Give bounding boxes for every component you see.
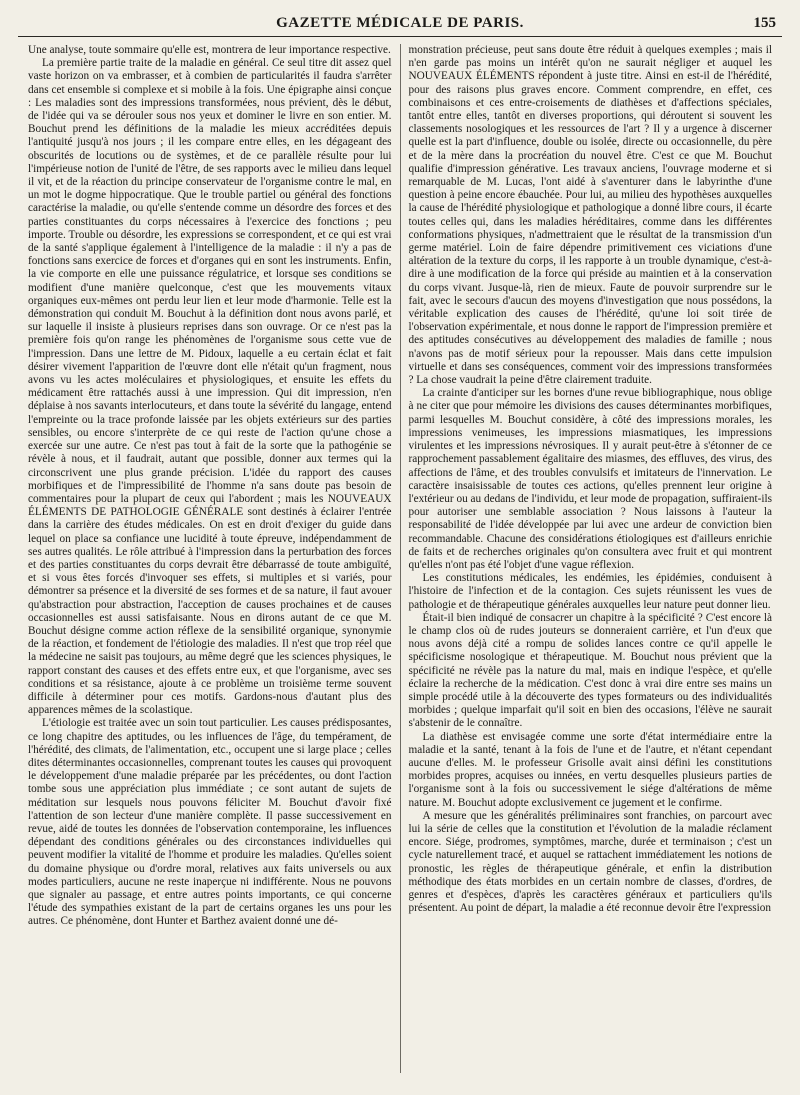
paragraph: La crainte d'anticiper sur les bornes d'une revue bibliographique, nous oblige à ne citer que pour mémoire les divisions des causes déterminantes morbifiques, parmi lesquelles M. Bouchut considère, à côté des impressions morales, les impressions venimeuses, les impressions miasmatiques, les impressions virulentes et les impressions névrosiques. Il y aurait peut-être à s'étonner de ce rapprochement passablement égalitaire des miasmes, des effluves, des virus, des affections de l'âme, et des troubles convulsifs et imitateurs de l'innervation. Le caractère insaisissable de toutes ces actions, qu'elles prennent leur origine à l'extérieur ou au dedans de l'individu, et leur mode de propagation, suffiraient-ils pour autoriser une semblable association ? Nous laissons à l'auteur la responsabilité de l'idée développée par lui avec une ardeur de conviction bien recommandable. Chacune des considérations étiologiques est d'ailleurs enrichie de faits et de recherches originales qu'on consultera avec fruit et qui montrent qu'elles n'ont pas été l'objet d'une vague réflexion.	[408, 387, 772, 571]
paragraph: L'étiologie est traitée avec un soin tout particulier. Les causes prédisposantes, ce long chapitre des aptitudes, ou les influences de l'âge, du tempérament, de l'hérédité, des climats, de l'alimentation, etc., occupent une si large place ; celles dites déterminantes occasionnelles, comprenant toutes les causes qui provoquent le développement d'une maladie préparée par les précédentes, ou dont l'action tombe sous une appréciation plus immédiate ; ce sont autant de sujets de méditation sur lesquels nous pouvons féliciter M. Bouchut d'avoir fixé l'attention de son lecteur d'une manière complète. Il passe successivement en revue, aidé de toutes les données de l'observation contemporaine, les influences dépendant des conditions générales ou des circonstances individuelles qui peuvent modifier la vitalité de l'homme et produire les maladies. Qu'elles soient du domaine physique ou d'ordre moral, relatives aux faits universels ou aux modes particuliers, aucune ne reste inaperçue ni indifférente. Nous ne pouvons que signaler au passage, et entre autres points importants, ce qui concerne l'étude des sympathies existant de la part de certains organes les uns pour les autres. Ce phénomène, dont Hunter et Barthez avaient donné une dé-	[28, 717, 392, 928]
page-number: 155	[753, 15, 776, 31]
page-header	[18, 14, 782, 37]
paragraph: La diathèse est envisagée comme une sorte d'état intermédiaire entre la maladie et la santé, tenant à la fois de l'une et de l'autre, et n'étant cependant aucune d'elles. M. le professeur Grisolle avait ainsi défini les constitutions morbides propres, acquises ou innées, en vertu desquelles plusieurs parties de l'organisme sont à la fois ou successivement le siége d'altérations de même nature. M. Bouchut adopte exclusivement ce jugement et le confirme.	[408, 730, 772, 809]
paragraph: Était-il bien indiqué de consacrer un chapitre à la spécificité ? C'est encore là le champ clos où de rudes jouteurs se donneraient carrière, et l'un d'eux que nous avons déjà cité a rompu de solides lances contre ce qu'il appelle le spécificisme nosologique et thérapeutique. M. Bouchut nous prévient que la spécificité ne révèle pas la nature du mal, mais en indique l'espèce, et qu'elle éclaire la recherche de la médication. C'est donc à vrai dire entre ses mains un simple procédé utile à la découverte des types formateurs ou des individualités morbides ; quelque imparfait qu'il soit en bien des occasions, l'élève ne saurait s'abstenir de le connaître.	[408, 611, 772, 730]
paragraph: monstration précieuse, peut sans doute être réduit à quelques exemples ; mais il n'en garde pas moins un intérêt qu'on ne saurait négliger et auquel les NOUVEAUX ÉLÉMENTS répondent à juste titre. Ainsi en est-il de l'hérédité, pour des raisons plus graves encore. Comment comprendre, en effet, ces combinaisons et ces entre-croisements de diathèses et d'affections spéciales, tantôt entre elles, tantôt en diverses proportions, qui déroutent si souvent les classements nosologiques et les ressources de l'art ? Il y a urgence à discerner quelle est la part d'influence, double ou isolée, directe ou occasionnelle, du père et de la mère dans la procréation du nouvel être. C'est ce que M. Bouchut qualifie d'impression générative. Les travaux anciens, l'ouvrage moderne et si remarquable de M. Lucas, l'ont aidé à s'aventurer dans le labyrinthe d'une question à peine encore ébauchée. Pour lui, au milieu des hypothèses auxquelles la cause de l'hérédité physiologique et pathologique a donné libre cours, il écarte toutes celles qui, dans les maladies héréditaires, comme dans les différentes conformations physiques, n'admettraient que le résultat de la transmission d'un germe matériel. Loin de faire dépendre primitivement ces viciations d'une altération de la texture du corps, il les rapporte à un trouble dynamique, c'est-à-dire à une modification de la force qui préside au maintien et à la conservation du corps vivant. Jusque-là, rien de mieux. Faute de pouvoir surprendre sur le fait, avec le secours d'aucun des moyens d'investigation que nous possédons, la véritable explication des causes de l'hérédité, qu'une loi soit tirée de l'observation expérimentale, et nous donne le rapport de l'impression première et des aptitudes consécutives au développement des maladies de famille ; nous n'avons pas de motif sérieux pour la repousser. Mais dans cette impulsion virtuelle et dans ses conséquences, comment voir des impressions transformées ? La chose vaudrait la peine d'être clairement traduite.	[408, 44, 772, 387]
paragraph: Les constitutions médicales, les endémies, les épidémies, conduisent à l'histoire de l'infection et de la contagion. Ces sujets réunissent les vues de pathologie et de thérapeutique générales auxquelles leur nature peut donner lieu.	[408, 572, 772, 611]
paragraph: Une analyse, toute sommaire qu'elle est, montrera de leur importance respective.	[28, 44, 391, 56]
paragraph: A mesure que les généralités préliminaires sont franchies, on parcourt avec lui la série de celles que la constitution et l'évolution de la maladie réclament encore. Siége, prodromes, symptômes, marche, durée et terminaison ; c'est un cycle naturellement tracé, et auquel se rattachent immédiatement les notions de pronostic, les règles de thérapeutique générale, et enfin la distribution méthodique des états morbides en un certain nombre de classes, d'ordres, de genres et d'espèces, d'après les caractères généraux et particuliers qu'ils présentent. Au point de départ, la maladie a été reconnue devoir être l'expression	[408, 809, 772, 915]
paragraph: La première partie traite de la maladie en général. Ce seul titre dit assez quel vaste horizon on va embrasser, et à combien de particularités il faudra s'arrêter dans cet ensemble si complexe et si mobile à la fois. Une épigraphe ainsi conçue : Les maladies sont des impressions transformées, nous prévient, dès le début, de l'idée qui va se dérouler sous nos yeux et dominer le livre en son entier. M. Bouchut prend les définitions de la maladie les mieux accréditées depuis l'antiquité jusqu'à nos jours ; il les compare entre elles, en les dégageant des obscurités de locutions ou de systèmes, et de ce parallèle résulte pour lui l'impérieuse notion de l'unité de l'être, de ses rapports avec le milieu dans lequel il vit, et de la réaction du principe conservateur de l'organisme contre le mal, en un mot le dogme hippocratique. Que le trouble partiel ou général des fonctions caractérise la maladie, ou qu'elle s'entende comme un désordre des forces et des parties constituantes du corps nécessaires à l'exercice des fonctions ; peu importe. Trouble ou désordre, les expressions se correspondent, et ce qui est vrai de la santé s'applique également à l'intelligence de la maladie : il n'y a pas de fonctions sans exercice de forces et d'organes qui en sont les instruments. Enfin, la vie comporte en elle une puissance régulatrice, et lorsque ses conditions se modifient d'une manière quelconque, c'est que les mouvements vitaux organiques eux-mêmes ont perdu leur lien et leur mode d'harmonie. Telle est la démonstration qui conduit M. Bouchut à la définition dont nous avons parlé, et sur laquelle il insiste à plusieurs reprises dans son ouvrage. Or ce n'est pas la première fois qu'on range les phénomènes de l'organisme sous cette vue de l'impression. Dans une lettre de M. Pidoux, laquelle a eu certain éclat et fait désirer vivement l'apparition de l'œuvre dont elle n'était qu'un fragment, nous avons vu les actes moléculaires et physiologiques, et ensuite les effets du médicament être rattachés aussi à une impression. Qui dit impression, n'en déplaise à nos savants interlocuteurs, et dans toute la sévérité du langage, entend l'empreinte ou la trace profonde laissée par les objets extérieurs sur des parties sensibles, ou encore s'interprète de ce qui reste de l'action qu'une chose a exercée sur une autre. Ce n'est pas tout à fait de la sorte que la pathogénie se révèle à nous, et il faudrait, autant que possible, donner aux termes qui la circonscrivent une plus grande précision. L'idée du rapport des causes morbifiques et de l'impressibilité de l'homme n'a sans doute pas besoin de commentaires pour la plupart de ceux qui l'abordent ; mais les NOUVEAUX ÉLÉMENTS DE PATHOLOGIE GÉNÉRALE sont destinés à éclairer l'entrée dans la carrière des études médicales. On est en droit d'exiger du guide dans lequel on place sa confiance une lucidité à toute épreuve, indépendamment de ses autres qualités. Le rôle attribué à l'impression dans la perturbation des forces et des parties constituantes du corps devrait être débarrassé de toute ambiguïté, et si vous êtes forcés d'invoquer ses effets, si multiples et si variés, pour démontrer sa présence et la diversité de ses formes et de sa nature, il faut avouer qu'abstraction pour abstraction, l'acception de causes prochaines et de causes occasionnelles est aussi satisfaisante. Nous en dirons autant de ce que M. Bouchut désigne comme action réflexe de la sensibilité organique, synonymie de la réaction, et fondement de l'étiologie des maladies. Il n'est que trop réel que la médecine ne saisit pas toujours, au même degré que les sciences physiques, le rapport constant des causes et des effets entre eux, et que l'organisme, avec ses conditions et sa résistance, ajoute à ce problème un troisième terme souvent difficile à déterminer pour ces motifs. Gardons-nous d'autant plus des apparences mêmes de la scolastique.	[28, 57, 392, 717]
running-title: GAZETTE MÉDICALE DE PARIS.	[276, 15, 524, 31]
right-column	[401, 44, 779, 1073]
left-column	[22, 44, 401, 1073]
text-columns	[22, 44, 778, 1073]
